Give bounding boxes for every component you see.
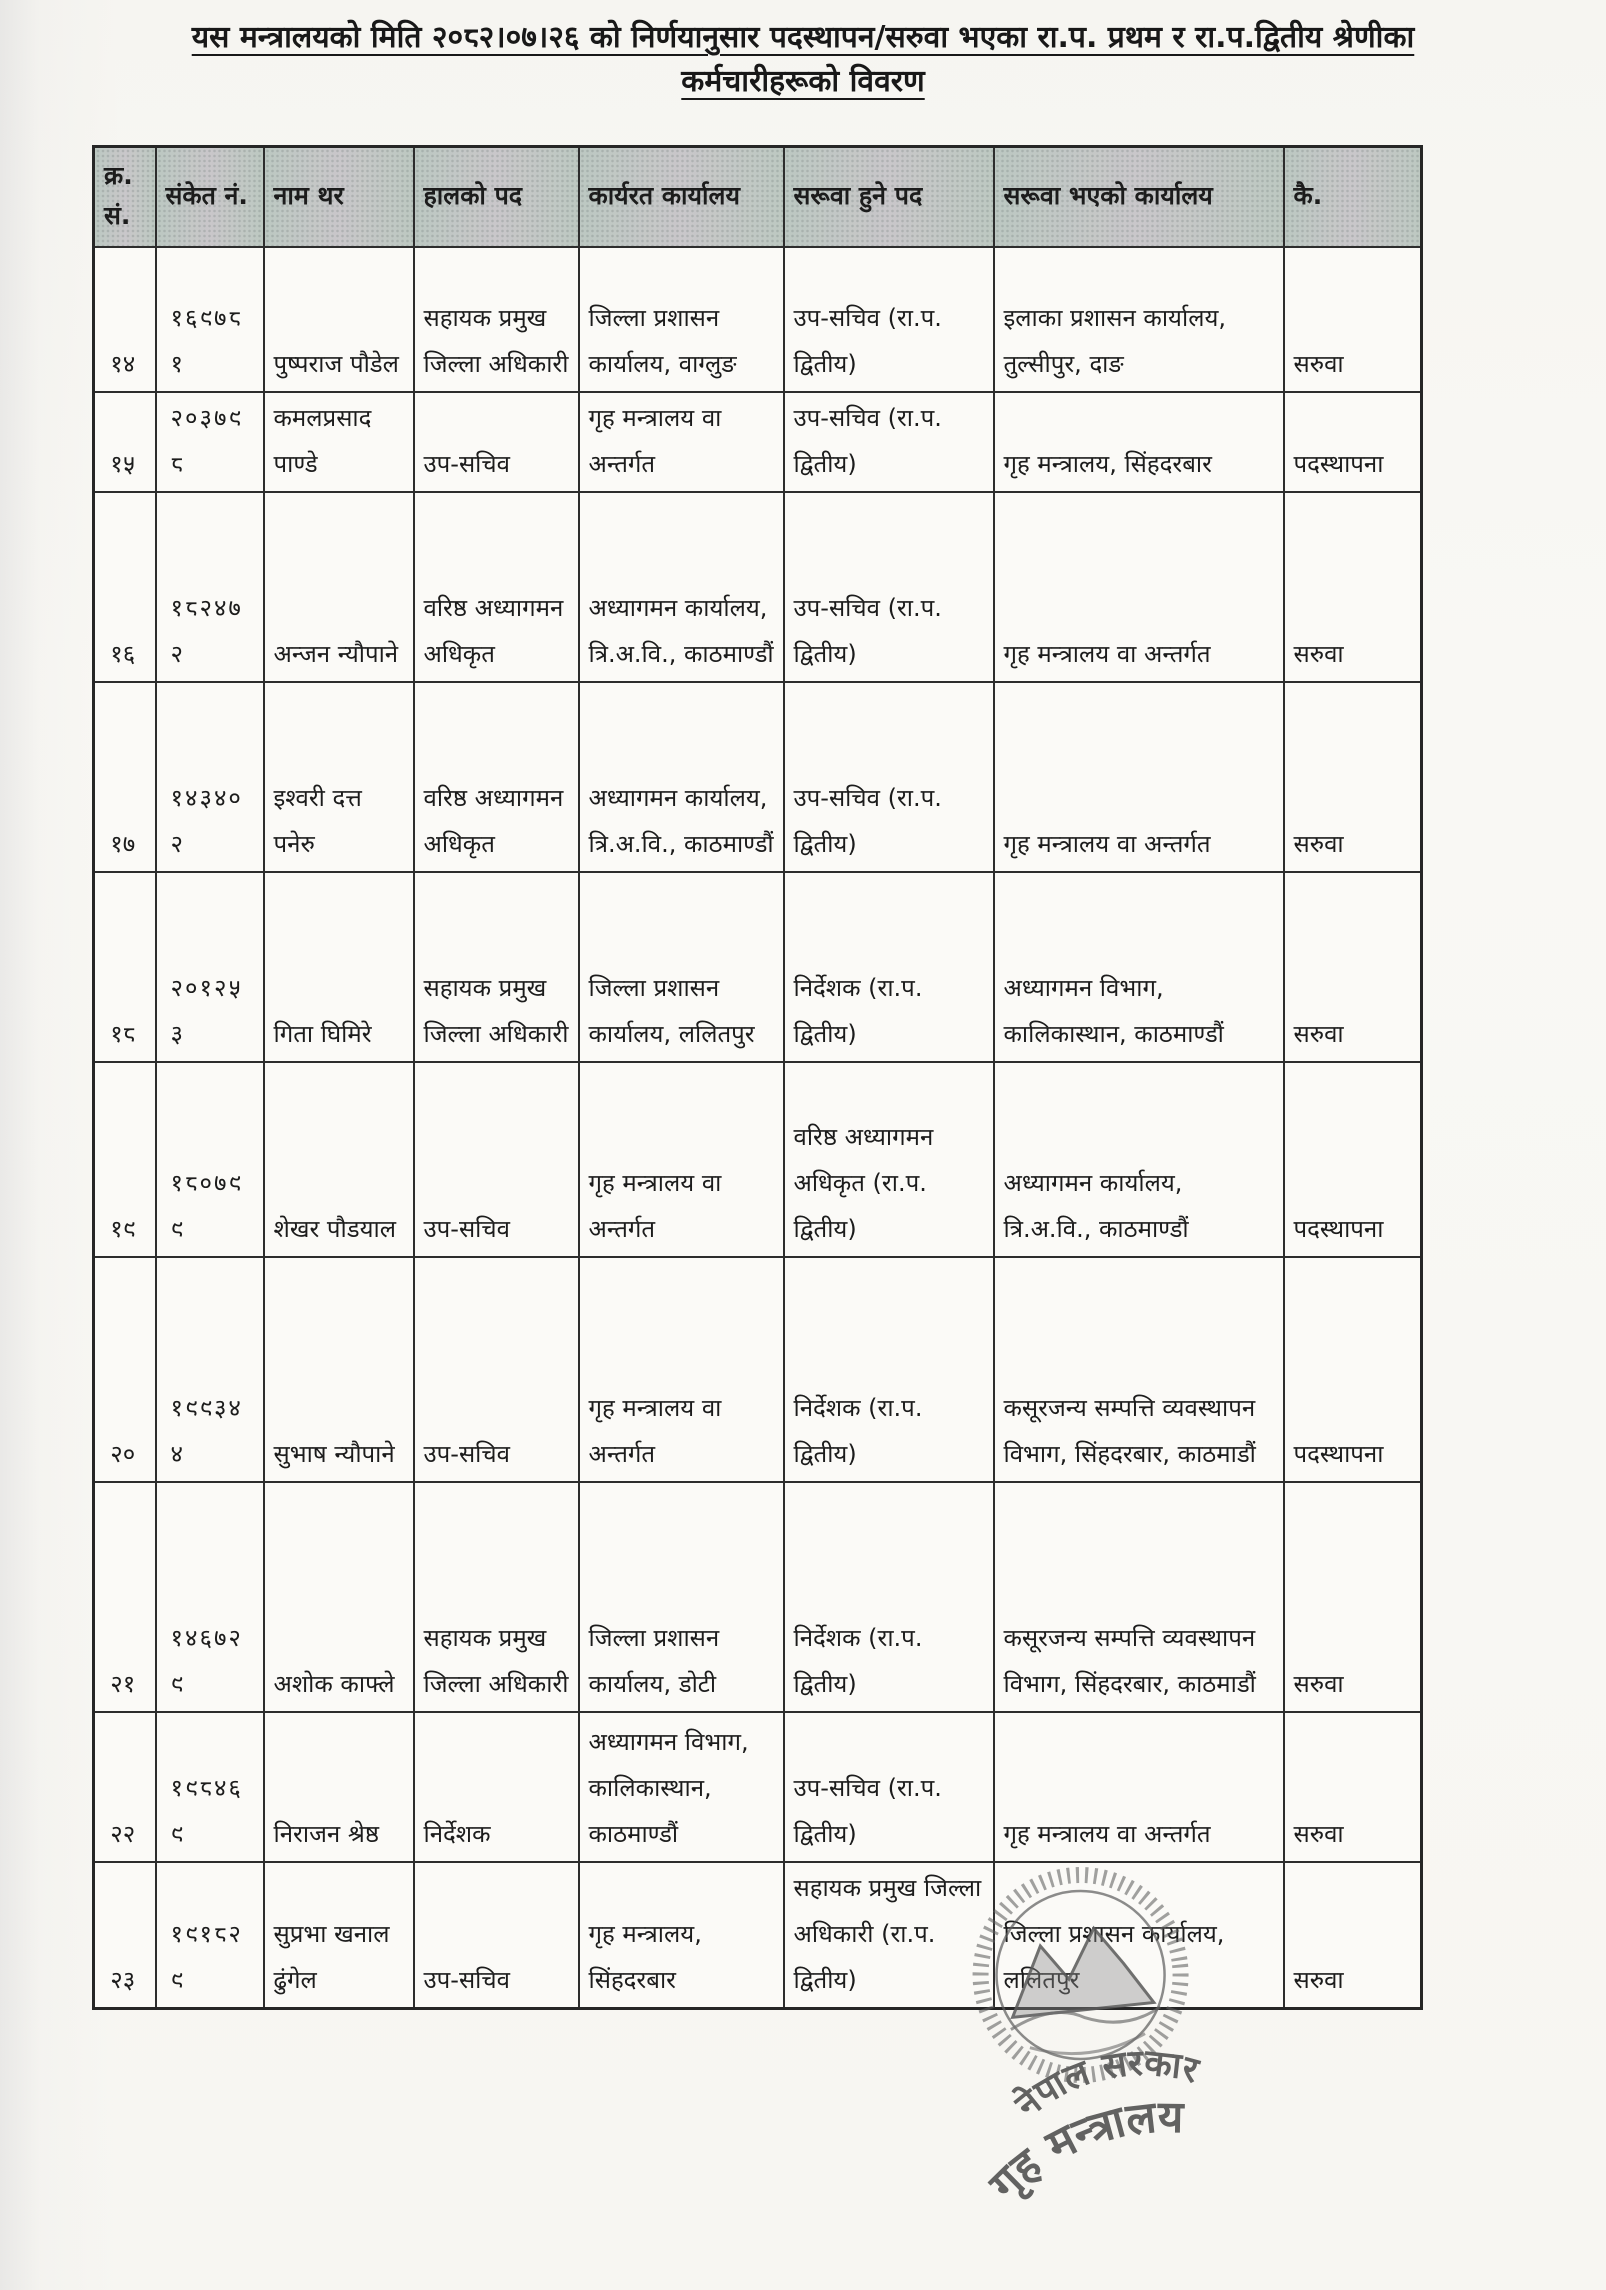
cell-transfer-office: अध्यागमन कार्यालय, त्रि.अ.वि., काठमाण्डौं (994, 1062, 1284, 1257)
cell-transfer-office: जिल्ला प्रशासन कार्यालय, ललितपुर (994, 1862, 1284, 2009)
cell-serial-number: १५ (94, 392, 156, 492)
cell-code-number: १९९३४४ (156, 1257, 264, 1482)
table-row (94, 247, 1422, 392)
cell-current-post: उप-सचिव (414, 392, 579, 492)
cell-transfer-post: निर्देशक (रा.प. द्वितीय) (784, 872, 994, 1062)
cell-serial-number: १७ (94, 682, 156, 872)
cell-transfer-office: गृह मन्त्रालय वा अन्तर्गत (994, 492, 1284, 682)
cell-transfer-office: कसूरजन्य सम्पत्ति व्यवस्थापन विभाग, सिंहदरबार, काठमाडौं (994, 1482, 1284, 1712)
cell-working-office: गृह मन्त्रालय वा अन्तर्गत (579, 1062, 784, 1257)
cell-name: निराजन श्रेष्ठ (264, 1712, 414, 1862)
cell-working-office: जिल्ला प्रशासन कार्यालय, ललितपुर (579, 872, 784, 1062)
table-row (94, 682, 1422, 872)
cell-remark: सरुवा (1284, 492, 1422, 682)
cell-transfer-post: उप-सचिव (रा.प. द्वितीय) (784, 247, 994, 392)
cell-transfer-post: निर्देशक (रा.प. द्वितीय) (784, 1257, 994, 1482)
cell-working-office: गृह मन्त्रालय वा अन्तर्गत (579, 1257, 784, 1482)
cell-name: सुभाष न्यौपाने (264, 1257, 414, 1482)
cell-transfer-post: उप-सचिव (रा.प. द्वितीय) (784, 682, 994, 872)
cell-working-office: अध्यागमन कार्यालय, त्रि.अ.वि., काठमाण्डौं (579, 492, 784, 682)
cell-working-office: अध्यागमन विभाग, कालिकास्थान, काठमाण्डौं (579, 1712, 784, 1862)
cell-transfer-post: उप-सचिव (रा.प. द्वितीय) (784, 1712, 994, 1862)
cell-serial-number: १४ (94, 247, 156, 392)
cell-transfer-office: कसूरजन्य सम्पत्ति व्यवस्थापन विभाग, सिंहदरबार, काठमाडौं (994, 1257, 1284, 1482)
cell-serial-number: १८ (94, 872, 156, 1062)
cell-remark: सरुवा (1284, 247, 1422, 392)
cell-current-post: सहायक प्रमुख जिल्ला अधिकारी (414, 247, 579, 392)
svg-text:गृह मन्त्रालय (972, 2088, 1196, 2215)
cell-current-post: सहायक प्रमुख जिल्ला अधिकारी (414, 1482, 579, 1712)
column-header-serial: क्र.सं. (94, 147, 156, 247)
cell-current-post: निर्देशक (414, 1712, 579, 1862)
column-header-transfer-office: सरूवा भएको कार्यालय (994, 147, 1284, 247)
table-header-row (94, 147, 1422, 247)
cell-remark: सरुवा (1284, 1482, 1422, 1712)
table-row (94, 392, 1422, 492)
column-header-name: नाम थर (264, 147, 414, 247)
table-body (94, 247, 1422, 2009)
cell-working-office: जिल्ला प्रशासन कार्यालय, डोटी (579, 1482, 784, 1712)
cell-current-post: उप-सचिव (414, 1862, 579, 2009)
table-row (94, 872, 1422, 1062)
cell-current-post: सहायक प्रमुख जिल्ला अधिकारी (414, 872, 579, 1062)
cell-current-post: उप-सचिव (414, 1257, 579, 1482)
column-header-code-number: संकेत नं. (156, 147, 264, 247)
cell-transfer-office: इलाका प्रशासन कार्यालय, तुल्सीपुर, दाङ (994, 247, 1284, 392)
cell-code-number: १९१८२९ (156, 1862, 264, 2009)
cell-serial-number: १९ (94, 1062, 156, 1257)
cell-working-office: जिल्ला प्रशासन कार्यालय, वाग्लुङ (579, 247, 784, 392)
document-title (0, 16, 1606, 104)
cell-remark: पदस्थापना (1284, 1062, 1422, 1257)
table-row (94, 492, 1422, 682)
cell-name: गिता घिमिरे (264, 872, 414, 1062)
column-header-current-post: हालको पद (414, 147, 579, 247)
cell-name: पुष्पराज पौडेल (264, 247, 414, 392)
seal-text-ministry: गृह मन्त्रालय (979, 2091, 1184, 2210)
cell-code-number: २०१२५३ (156, 872, 264, 1062)
ministry-seal (898, 1834, 1271, 2290)
cell-remark: सरुवा (1284, 1862, 1422, 2009)
cell-remark: पदस्थापना (1284, 392, 1422, 492)
cell-serial-number: २२ (94, 1712, 156, 1862)
cell-remark: सरुवा (1284, 682, 1422, 872)
document-title-line1: यस मन्त्रालयको मिति २०८२।०७।२६ को निर्णयानुसार पदस्थापन/सरुवा भएका रा.प. प्रथम र रा.प.द्वितीय श्रेणीका (191, 20, 1415, 55)
document-title-line2: कर्मचारीहरूको विवरण (681, 64, 925, 99)
table-header (94, 147, 1422, 247)
cell-current-post: वरिष्ठ अध्यागमन अधिकृत (414, 682, 579, 872)
cell-working-office: गृह मन्त्रालय, सिंहदरबार (579, 1862, 784, 2009)
cell-name: अन्जन न्यौपाने (264, 492, 414, 682)
cell-transfer-post: सहायक प्रमुख जिल्ला अधिकारी (रा.प. द्वितीय) (784, 1862, 994, 2009)
cell-transfer-post: उप-सचिव (रा.प. द्वितीय) (784, 392, 994, 492)
cell-current-post: वरिष्ठ अध्यागमन अधिकृत (414, 492, 579, 682)
cell-remark: पदस्थापना (1284, 1257, 1422, 1482)
column-header-transfer-post: सरूवा हुने पद (784, 147, 994, 247)
column-header-working-office: कार्यरत कार्यालय (579, 147, 784, 247)
cell-working-office: गृह मन्त्रालय वा अन्तर्गत (579, 392, 784, 492)
cell-code-number: २०३७९८ (156, 392, 264, 492)
seal-mountain-icon (1004, 1923, 1154, 2017)
cell-code-number: १९८४६९ (156, 1712, 264, 1862)
seal-text-government: नेपाल सरकार (1008, 2042, 1203, 2127)
cell-code-number: १६९७८१ (156, 247, 264, 392)
cell-remark: सरुवा (1284, 1712, 1422, 1862)
cell-transfer-post: निर्देशक (रा.प. द्वितीय) (784, 1482, 994, 1712)
cell-name: कमलप्रसाद पाण्डे (264, 392, 414, 492)
cell-transfer-office: गृह मन्त्रालय वा अन्तर्गत (994, 1712, 1284, 1862)
cell-current-post: उप-सचिव (414, 1062, 579, 1257)
column-header-remarks: कै. (1284, 147, 1422, 247)
cell-serial-number: १६ (94, 492, 156, 682)
cell-transfer-office: गृह मन्त्रालय, सिंहदरबार (994, 392, 1284, 492)
cell-code-number: १४३४०२ (156, 682, 264, 872)
cell-code-number: १४६७२९ (156, 1482, 264, 1712)
cell-serial-number: २३ (94, 1862, 156, 2009)
cell-name: इश्वरी दत्त पनेरु (264, 682, 414, 872)
transfer-detail-table (92, 145, 1423, 2010)
cell-transfer-post: वरिष्ठ अध्यागमन अधिकृत (रा.प. द्वितीय) (784, 1062, 994, 1257)
cell-serial-number: २१ (94, 1482, 156, 1712)
cell-transfer-post: उप-सचिव (रा.प. द्वितीय) (784, 492, 994, 682)
cell-name: शेखर पौडयाल (264, 1062, 414, 1257)
table-row (94, 1062, 1422, 1257)
cell-code-number: १८०७९९ (156, 1062, 264, 1257)
cell-code-number: १८२४७२ (156, 492, 264, 682)
table-row (94, 1257, 1422, 1482)
cell-remark: सरुवा (1284, 872, 1422, 1062)
cell-transfer-office: अध्यागमन विभाग, कालिकास्थान, काठमाण्डौं (994, 872, 1284, 1062)
cell-name: अशोक काफ्ले (264, 1482, 414, 1712)
cell-name: सुप्रभा खनाल ढुंगेल (264, 1862, 414, 2009)
table-row (94, 1482, 1422, 1712)
cell-serial-number: २० (94, 1257, 156, 1482)
cell-transfer-office: गृह मन्त्रालय वा अन्तर्गत (994, 682, 1284, 872)
cell-working-office: अध्यागमन कार्यालय, त्रि.अ.वि., काठमाण्डौं (579, 682, 784, 872)
